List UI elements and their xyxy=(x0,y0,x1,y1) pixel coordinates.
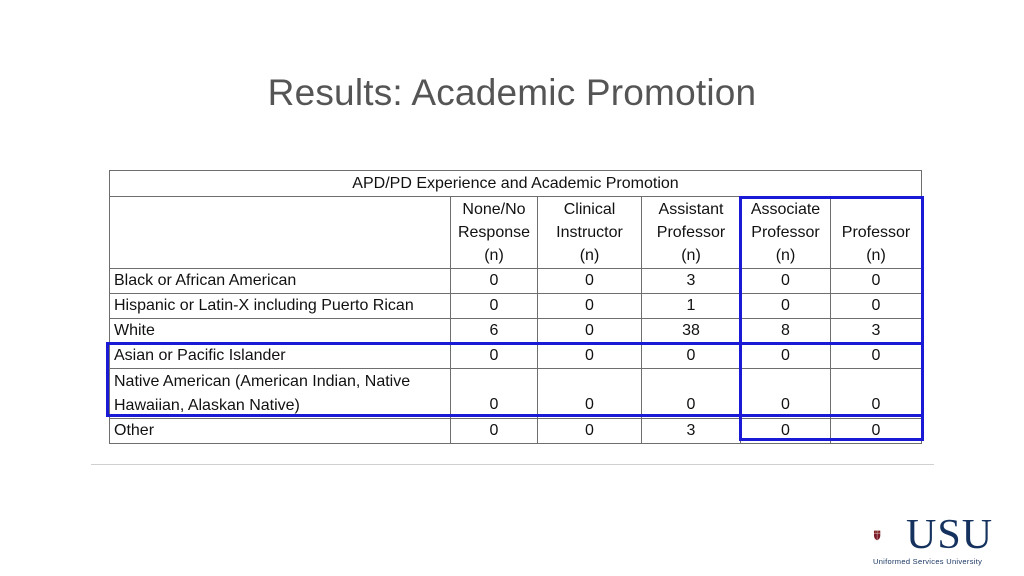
column-header-line: (n) xyxy=(484,247,504,264)
promotion-table xyxy=(109,170,922,444)
table-row xyxy=(110,294,922,319)
cell-value: 0 xyxy=(538,369,642,419)
cell-value: 0 xyxy=(451,344,538,369)
footer-divider xyxy=(91,464,934,465)
column-header xyxy=(741,197,831,269)
cell-value: 0 xyxy=(831,294,922,319)
cell-value: 0 xyxy=(831,369,922,419)
column-header-line: Instructor xyxy=(556,224,623,241)
table-row xyxy=(110,419,922,444)
table-row xyxy=(110,369,922,419)
column-header-line: None/No xyxy=(462,201,526,218)
column-header xyxy=(538,197,642,269)
column-header-line: Professor xyxy=(751,224,820,241)
usu-shield-icon xyxy=(873,517,907,557)
row-label: Black or African American xyxy=(110,269,451,294)
cell-value: 0 xyxy=(451,294,538,319)
column-header xyxy=(831,197,922,269)
row-label: Other xyxy=(110,419,451,444)
column-header-line: Professor xyxy=(656,224,726,241)
cell-value: 3 xyxy=(642,419,741,444)
cell-value: 0 xyxy=(741,419,831,444)
cell-value: 1 xyxy=(642,294,741,319)
table-caption: APD/PD Experience and Academic Promotion xyxy=(110,171,922,197)
row-label: White xyxy=(110,319,451,344)
column-header-line: Associate xyxy=(750,201,821,218)
column-header-line: (n) xyxy=(579,247,600,264)
row-label: Asian or Pacific Islander xyxy=(110,344,451,369)
row-label-line: Native American (American Indian, Native xyxy=(114,372,411,390)
cell-value: 0 xyxy=(741,269,831,294)
cell-value: 0 xyxy=(642,344,741,369)
cell-value: 3 xyxy=(831,319,922,344)
cell-value: 0 xyxy=(642,369,741,419)
header-empty-cell xyxy=(110,197,451,269)
cell-value: 0 xyxy=(538,344,642,369)
cell-value: 6 xyxy=(451,319,538,344)
usu-logo-text: USU xyxy=(906,512,994,558)
cell-value: 0 xyxy=(538,294,642,319)
cell-value: 0 xyxy=(451,419,538,444)
cell-value: 0 xyxy=(451,269,538,294)
column-header xyxy=(451,197,538,269)
column-header-line: Assistant xyxy=(658,201,724,218)
column-header-line: Clinical xyxy=(563,201,616,218)
promotion-table-wrapper xyxy=(109,170,922,444)
column-header-line: Response xyxy=(457,224,531,241)
table-row xyxy=(110,269,922,294)
column-header-line: Professor xyxy=(841,224,911,241)
cell-value: 38 xyxy=(642,319,741,344)
column-header-line: (n) xyxy=(681,247,701,264)
table-header-row xyxy=(110,197,922,269)
cell-value: 0 xyxy=(831,419,922,444)
cell-value: 0 xyxy=(538,419,642,444)
row-label xyxy=(110,369,451,419)
cell-value: 0 xyxy=(741,344,831,369)
cell-value: 0 xyxy=(451,369,538,419)
row-label-line: Hawaiian, Alaskan Native) xyxy=(114,396,300,414)
cell-value: 0 xyxy=(831,269,922,294)
row-label: Hispanic or Latin-X including Puerto Rican xyxy=(110,294,451,319)
usu-logo-subtitle: Uniformed Services University xyxy=(873,557,983,566)
cell-value: 8 xyxy=(741,319,831,344)
table-row xyxy=(110,319,922,344)
cell-value: 0 xyxy=(831,344,922,369)
column-header xyxy=(642,197,741,269)
cell-value: 0 xyxy=(741,369,831,419)
column-header-line: (n) xyxy=(866,247,886,264)
cell-value: 0 xyxy=(741,294,831,319)
cell-value: 0 xyxy=(538,269,642,294)
slide-title: Results: Academic Promotion xyxy=(267,72,757,113)
column-header-line: (n) xyxy=(775,247,796,264)
table-row xyxy=(110,344,922,369)
cell-value: 0 xyxy=(538,319,642,344)
cell-value: 3 xyxy=(642,269,741,294)
